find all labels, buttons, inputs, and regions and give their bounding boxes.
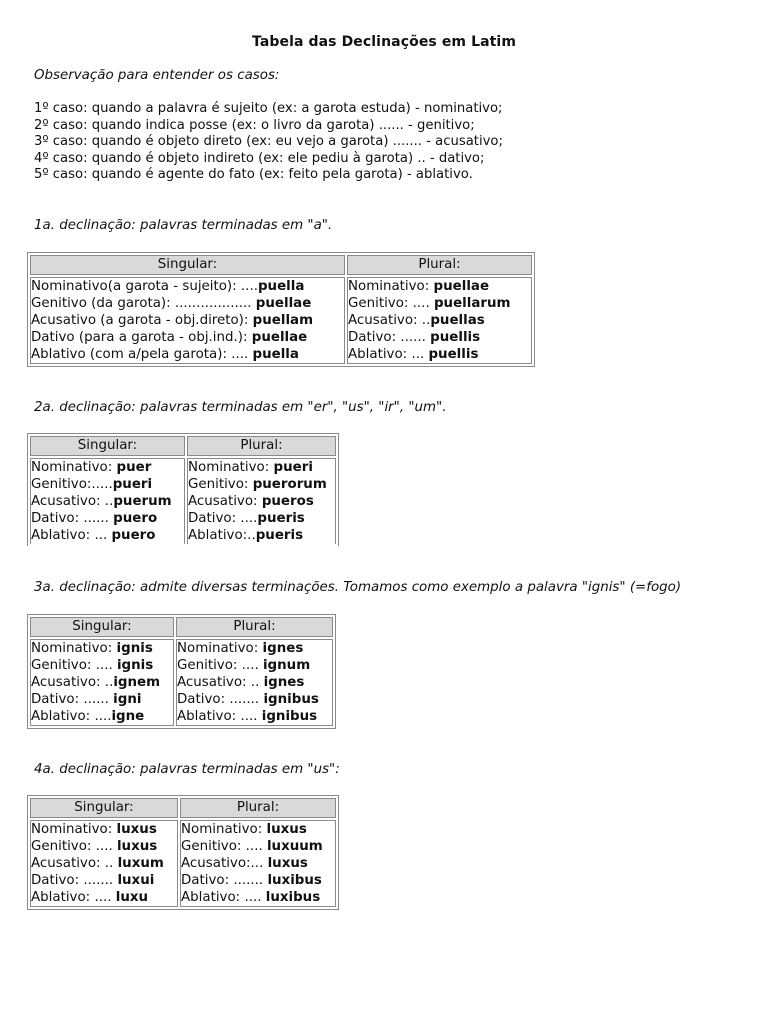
plural-header: Plural:	[347, 255, 532, 275]
form-row: Acusativo:... luxus	[181, 856, 308, 871]
form-row: Genitivo: .... luxus	[31, 839, 158, 854]
plural-header: Plural:	[187, 436, 336, 456]
declension-3-table	[27, 614, 336, 729]
form-row: Ablativo: ... puellis	[348, 347, 479, 362]
form-row: Ablativo: .... ignibus	[177, 709, 318, 724]
form-row: Nominativo: puer	[31, 460, 152, 475]
case-line: 2º caso: quando indica posse (ex: o livro da garota) ...... - genitivo;	[34, 117, 475, 133]
form-row: Genitivo: puerorum	[188, 477, 327, 492]
form-row: Dativo: ...... puero	[31, 511, 158, 526]
singular-header: Singular:	[30, 436, 185, 456]
singular-header: Singular:	[30, 798, 178, 818]
declension-2-heading: 2a. declinação: palavras terminadas em "er", "us", "ir", "um".	[34, 400, 447, 415]
observation-heading: Observação para entender os casos:	[34, 68, 280, 83]
singular-cell	[30, 820, 178, 907]
singular-cell	[30, 639, 174, 726]
declension-2-table	[27, 433, 339, 546]
case-line: 1º caso: quando a palavra é sujeito (ex: a garota estuda) - nominativo;	[34, 101, 503, 116]
form-row: Genitivo: .... ignis	[31, 658, 154, 673]
form-row: Ablativo: .... luxu	[31, 890, 149, 905]
case-line: 5º caso: quando é agente do fato (ex: feito pela garota) - ablativo.	[34, 167, 473, 182]
plural-cell	[180, 820, 336, 907]
plural-cell	[187, 458, 336, 544]
form-row: Acusativo: pueros	[188, 494, 314, 509]
form-row: Nominativo: ignes	[177, 641, 304, 656]
form-row: Nominativo: ignis	[31, 641, 153, 656]
singular-cell	[30, 458, 185, 544]
form-row: Dativo: ....... luxui	[31, 873, 155, 888]
form-row: Dativo: ....pueris	[188, 511, 305, 526]
declension-4-table	[27, 795, 339, 910]
form-row: Nominativo: pueri	[188, 460, 313, 475]
form-row: Ablativo: .... luxibus	[181, 890, 321, 905]
form-row: Nominativo: puellae	[348, 279, 490, 294]
form-row: Genitivo (da garota): .................. puellae	[31, 296, 312, 311]
form-row: Genitivo: .... puellarum	[348, 296, 511, 311]
form-row: Ablativo:..pueris	[188, 528, 304, 543]
form-row: Acusativo (a garota - obj.direto): puellam	[31, 313, 314, 328]
form-row: Acusativo: .. ignes	[177, 675, 305, 690]
form-row: Nominativo(a garota - sujeito): ....puella	[31, 279, 305, 294]
form-row: Dativo: ...... puellis	[348, 330, 481, 345]
declension-1-table	[27, 252, 535, 367]
form-row: Acusativo: .. luxum	[31, 856, 164, 871]
form-row: Acusativo: ..puerum	[31, 494, 172, 509]
form-row: Dativo (para a garota - obj.ind.): puellae	[31, 330, 308, 345]
case-line: 3º caso: quando é objeto direto (ex: eu vejo a garota) ....... - acusativo;	[34, 134, 503, 149]
cases-list	[34, 101, 503, 184]
singular-header: Singular:	[30, 617, 174, 637]
form-row: Genitivo:.....pueri	[31, 477, 153, 492]
case-line: 4º caso: quando é objeto indireto (ex: ele pediu à garota) .. - dativo;	[34, 150, 485, 166]
form-row: Dativo: ....... ignibus	[177, 692, 319, 707]
form-row: Nominativo: luxus	[31, 822, 157, 837]
form-row: Dativo: ...... igni	[31, 692, 142, 707]
declension-4-heading: 4a. declinação: palavras terminadas em "us":	[34, 762, 340, 777]
declension-1-heading: 1a. declinação: palavras terminadas em "a".	[34, 218, 333, 233]
plural-cell	[176, 639, 333, 726]
form-row: Genitivo: .... luxuum	[181, 839, 323, 854]
form-row: Ablativo (com a/pela garota): .... puella	[31, 347, 299, 362]
page-title: Tabela das Declinações em Latim	[251, 34, 517, 50]
plural-header: Plural:	[180, 798, 336, 818]
declension-3-heading: 3a. declinação: admite diversas terminações. Tomamos como exemplo a palavra "ignis" (=fogo)	[34, 580, 682, 595]
singular-cell	[30, 277, 345, 364]
singular-header: Singular:	[30, 255, 345, 275]
form-row: Dativo: ....... luxibus	[181, 873, 322, 888]
plural-header: Plural:	[176, 617, 333, 637]
form-row: Ablativo: ....igne	[31, 709, 145, 724]
form-row: Acusativo: ..puellas	[348, 313, 485, 328]
form-row: Nominativo: luxus	[181, 822, 307, 837]
form-row: Genitivo: .... ignum	[177, 658, 311, 673]
form-row: Acusativo: ..ignem	[31, 675, 161, 690]
plural-cell	[347, 277, 532, 364]
form-row: Ablativo: ... puero	[31, 528, 156, 543]
